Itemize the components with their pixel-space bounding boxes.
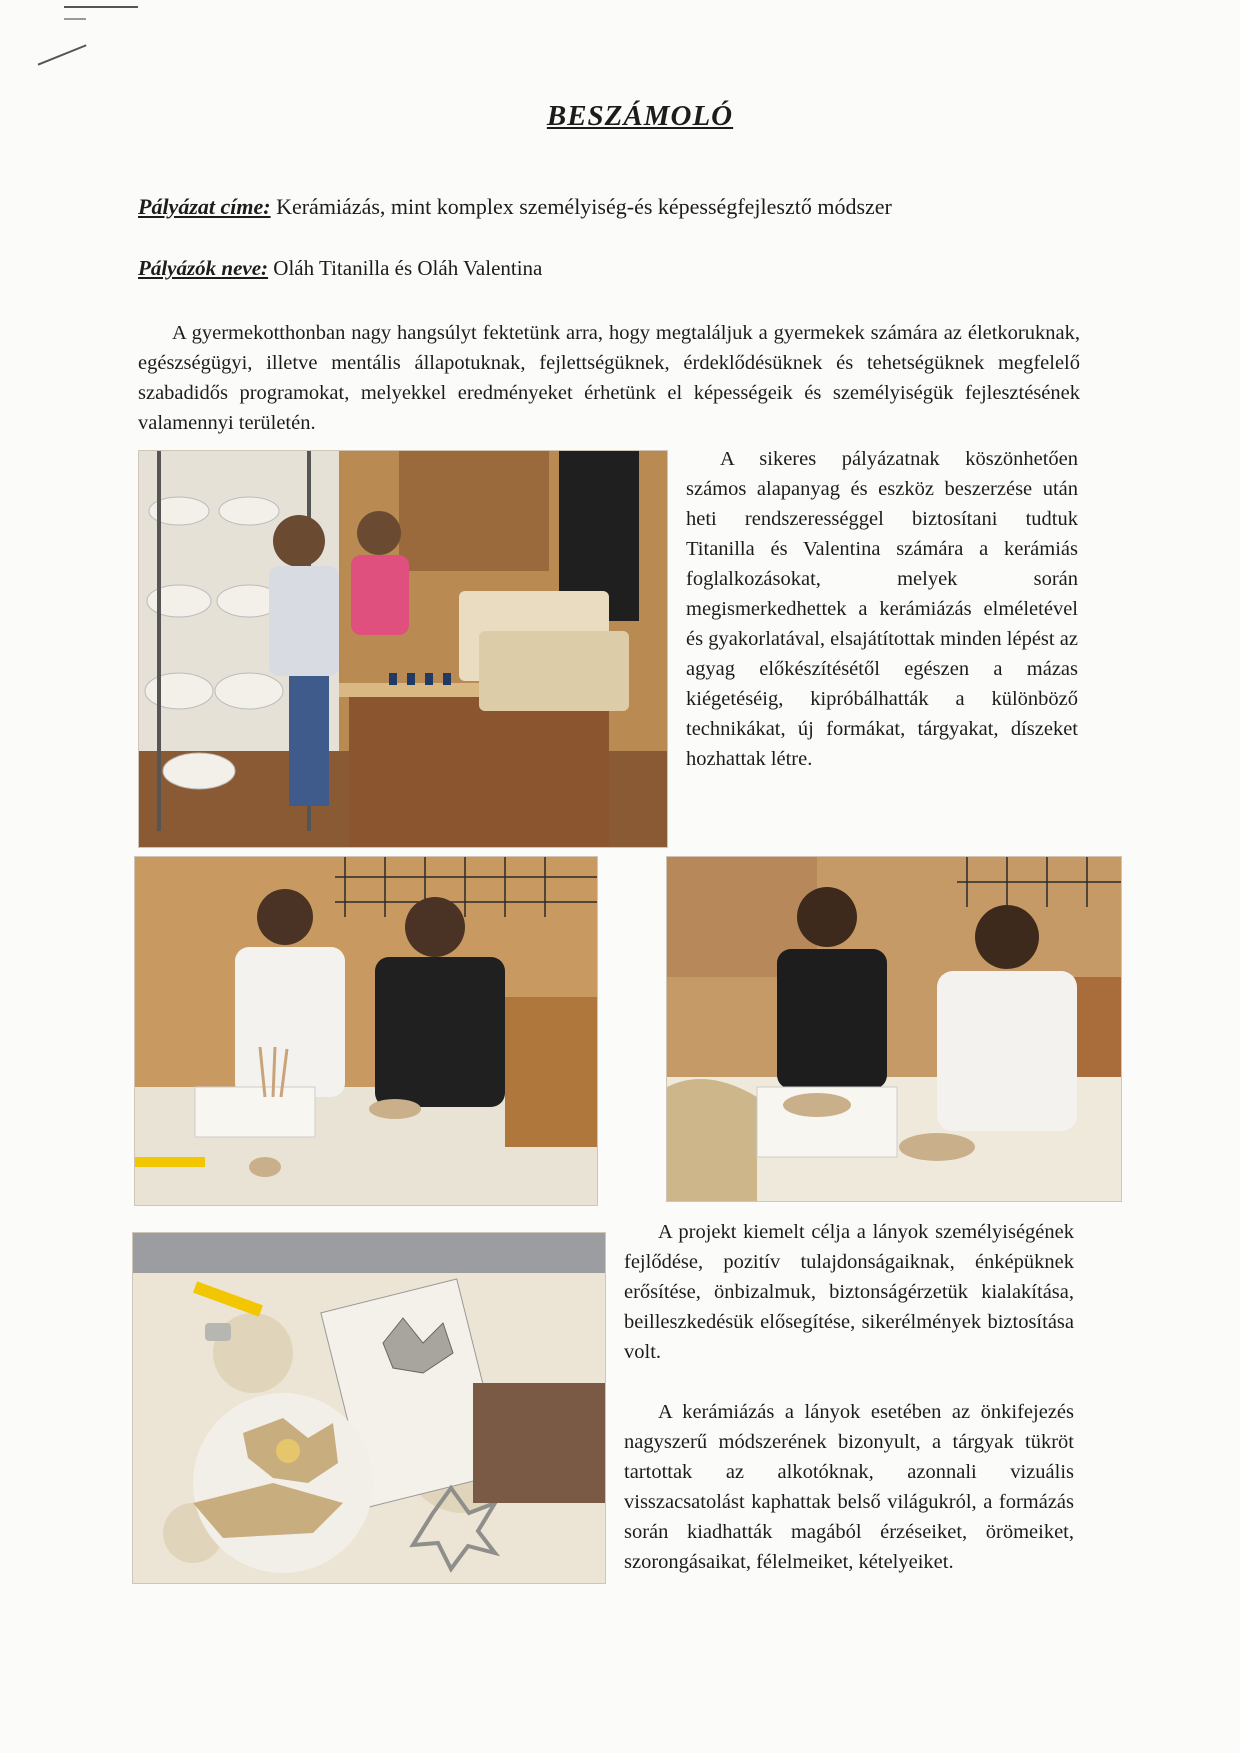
photo-kneading-illustration <box>667 857 1121 1201</box>
intro-paragraph: A gyermekotthonban nagy hangsúlyt fektetünk arra, hogy megtaláljuk a gyermekek számára az életkoruknak, egészségügyi, illetve mentális állapotuknak, fejlettségüknek, érdeklődésüknek és tehetségüknek megfelelő szabadidős programokat, melyekkel eredményeket érhetünk el képességeik és személyiségük fejlesztésének valamennyi területén. <box>138 322 1080 434</box>
photo-cutters-illustration <box>133 1233 605 1583</box>
scan-mark <box>64 6 138 8</box>
expression-paragraph: A kerámiázás a lányok esetében az önkifejezés nagyszerű módszerének bizonyult, a tárgyak tükröt tartottak az alkotóknak, azonnali vizuális visszacsatolást kaphattak belső világukról, a formázás során kiadhatták magából érzéseiket, örömeiket, szorongásaikat, félelmeiket, kételyeiket. <box>624 1401 1074 1573</box>
applicants-line <box>138 256 542 281</box>
project-title-label: Pályázat címe: <box>138 194 271 219</box>
photo-workshop-illustration <box>139 451 667 847</box>
project-title-line <box>138 194 892 220</box>
project-title-value: Kerámiázás, mint komplex személyiség-és képességfejlesztő módszer <box>276 194 892 219</box>
photo-workshop-shelves <box>138 450 668 848</box>
scan-mark <box>38 44 87 65</box>
applicants-label: Pályázók neve: <box>138 256 269 280</box>
photo-girls-kneading-clay <box>666 856 1122 1202</box>
success-paragraph: A sikeres pályázatnak köszönhetően számos alapanyag és eszköz beszerzése után heti rendszerességgel biztosítani tudtuk Titanilla és Valentina számára a kerámiás foglalkozásokat, melyek során megismerkedhettek a kerámiázás elméletével és gyakorlatával, elsajátítottak minden lépést az agyag előkészítésétől egészen a mázas kiégetéséig, kipróbálhatták a különböző technikákat, új formákat, tárgyakat, díszeket hozhattak létre. <box>686 448 1078 770</box>
document-title: BESZÁMOLÓ <box>546 100 734 132</box>
scan-mark <box>64 18 86 20</box>
photo-girls-shaping-clay <box>134 856 598 1206</box>
applicants-value: Oláh Titanilla és Oláh Valentina <box>273 256 543 280</box>
photo-shaping-illustration <box>135 857 597 1205</box>
photo-cookie-cutter-shapes <box>132 1232 606 1584</box>
goal-paragraph: A projekt kiemelt célja a lányok személyiségének fejlődése, pozitív tulajdonságaiknak, énképüknek erősítése, önbizalmuk, biztonságérzetük kialakítása, beilleszkedésük elősegítése, sikerélmények biztosítása volt. <box>624 1221 1074 1363</box>
